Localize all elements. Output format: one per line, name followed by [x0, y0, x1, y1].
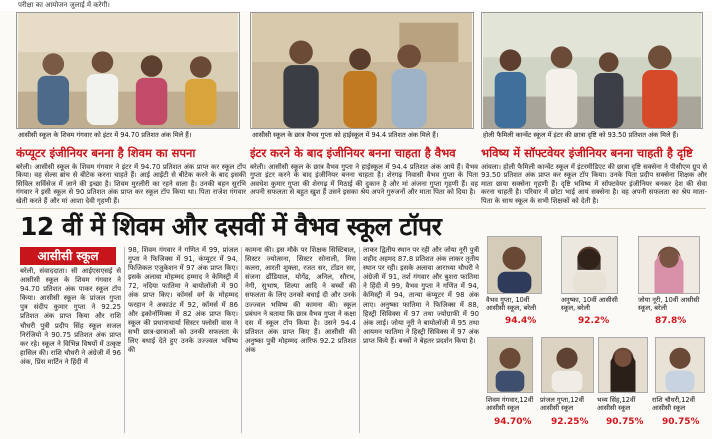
topper-caption: राशि चौधरी,12वीं आसीसी स्कूल	[652, 396, 695, 412]
story-headline: इंटर करने के बाद इंजीनियर बनना चाहता है वैभव	[250, 146, 456, 160]
topper-photo	[487, 337, 533, 393]
story-photo-vaibhav-family	[250, 12, 474, 129]
topper-photo	[561, 236, 618, 294]
school-label-box: आसीसी स्कूल	[20, 247, 116, 265]
story-photo-caption: आसीसी स्कूल के शिवम गंगवार को इंटर में 94.70 प्रतिशत अंक मिले हैं।	[18, 131, 192, 139]
main-body-column-1: बरेली, संवाददाता। सी आईएसएसई से आसीसी स्कूल के शिवम गंगवार ने 94.70 प्रतिशत अंक पाकर स्कूल टॉप किया। आसीसी स्कूल के प्रांजल गुप्ता पुत्र संदीप कुमार गुप्ता ने 92.25 प्रतिशत अंक प्राप्त किया और राशि चौधरी पुत्री प्रदीप सिंह स्कूल सजल निरंजियो ने 90.75 प्रतिशत अंक प्राप्त कर रहे। स्कूल ने विभिन्न विषयों में उत्कृष्ट हासिल की। राशि चौधरी ने अंग्रेजी में 96 अंक, प्रिंस मार्टिन ने हिंदी में	[20, 267, 121, 366]
topper-caption: वैभव गुप्ता, 10वीं आसीसी स्कूल, बरेली	[486, 296, 537, 312]
topper-caption: जोया नूरी, 10वीं आसीसी स्कूल, बरेली	[638, 296, 700, 312]
story-headline: कंप्यूटर इंजीनियर बनना है शिवम का सपना	[16, 146, 196, 160]
section-divider	[16, 208, 706, 209]
main-body-column-4: लाकर द्वितीय स्थान पर रही और जोया नूरी पुत्री शहीद अहमद 87.8 प्रतिशत अंक लाकर तृतीय स्थान पर रही। इसके अलावा आराध्या चौधरी ने अंग्रेजी में 91, तर्श गंगवार और बुशरा फातिमा ने हिंदी में 99, वैभव गुप्ता ने गणित में 94, केमिस्ट्री में 94, तान्या कंप्यूटर में 98 अंक लाए। अनुष्का फातिमा ने फिजिक्स में 88, हिस्ट्री सिविक्स में 97 तथा ज्योग्राफी में 90 अंक लाई। जोया नूरी ने बायोलॉजी में 95 तथा आयमन फातिमा ने हिस्ट्री सिविक्स में 97 अंक प्राप्त किये हैं। बच्चों ने बेहतर प्रदर्शन किया है।	[363, 246, 479, 345]
topper-caption: अनुष्का, 10वीं आसीसी स्कूल, बरेली	[561, 296, 618, 312]
story-body: आंवला। होली फैमिली कान्वेंट स्कूल में इंटरमीडिएट की छात्रा दृष्टि सक्सेना ने पीसीएम ग्रुप से 93.50 प्रतिशत अंक प्राप्त कर स्कूल टॉप किया। उनके पिता प्रदीप सक्सेना शिक्षक और माता छाया सक्सेना गृहणी हैं। दृष्टि भविष्य में सॉफ्टवेयर इंजीनियर बनकर देश की सेवा करना चाहती है। परिवार में छोटा भाई आयं सक्सेना है। वह अपनी सफलता का श्रेय माता-पिता के साथ स्कूल के सभी शिक्षकों को देती है।	[481, 163, 707, 205]
main-body-column-2: 98, शिवम गंगवार ने गणित में 99, प्रांजल गुप्ता ने फिजिक्स में 91, कंप्यूटर में 94, फिजिकल एजुकेशन में 97 अंक प्राप्त किए। इसके अलावा मोहम्मद हम्माद ने केमिस्ट्री में 72, नदिया फातिमा ने बायोलॉजी में 90 अंक प्राप्त किए। कॉमर्स वर्ग के मोहम्मद फरहान ने अकाउंट में 92, कॉमर्स में 86 और इकोनॉमिक्स में 82 अंक प्राप्त किए। स्कूल की प्रधानाचार्या सिस्टर फ्लोसी वास ने सभी छात्र-छात्राओं को उनकी सफलता के लिए बधाई देते हुए उनके उज्ज्वल भविष्य की	[128, 246, 238, 355]
topper-percentage: 94.70%	[494, 417, 532, 427]
column-divider	[359, 247, 360, 433]
topper-caption: शिवम गंगवार,12वीं आसीसी स्कूल	[486, 396, 534, 412]
topper-photo	[598, 337, 648, 393]
topper-caption: प्रांजल गुप्ता,12वीं आसीसी स्कूल	[540, 396, 584, 412]
topper-photo	[638, 236, 700, 294]
story-headline: भविष्य में सॉफ्टवेयर इंजीनियर बनना चाहती है दृष्टि	[481, 146, 693, 160]
topper-percentage: 90.75%	[662, 417, 700, 427]
story-body: बरेली। आसीसी स्कूल के शिवम गंगवार ने इंटर में 94.70 प्रतिशत अंक प्राप्त कर स्कूल टॉप किया। वह सेल्स ब्रांच से बीटेक करना चाहते हैं। आई आईटी से बीटेक करने के बाद इसकी सिविल सर्विसेज में जाने की इच्छा है। शिवम मुरलीरी का रहने वाला है। उनकी बहन सुरभि गंगवार ने इसी स्कूल से 90 प्रतिशत अंक प्राप्त कर स्कूल टॉप किया था। पिता राजेश गंगवार खेती करते हैं और मां आशा देवी गृहणी हैं।	[16, 163, 246, 205]
topper-photo	[655, 337, 705, 393]
column-divider	[241, 247, 242, 433]
column-divider	[124, 247, 125, 433]
story-photo-caption: होली फैमिली कान्वेंट स्कूल में इंटर की छात्रा दृष्टि को 93.50 प्रतिशत अंक मिले हैं।	[483, 131, 679, 139]
story-photo-caption: आसीसी स्कूल के छात्र वैभव गुप्ता को हाईस्कूल में 94.4 प्रतिशत अंक मिले हैं।	[252, 131, 439, 139]
top-strip-text: परीक्षा का आयोजन जुलाई में करेगी।	[0, 0, 712, 11]
story-body: बरेली। आसीसी स्कूल के छात्र वैभव गुप्ता ने हाईस्कूल में 94.4 प्रतिशत अंक आये हैं। वैभव गुप्ता इंटर करने के बाद इंजीनियर बनना चाहता है। शेरगढ़ निवासी वैभव गुप्ता के पिता अवधेश कुमार गुप्ता की शेरगढ़ में मिठाई की दुकान है और मां अंजना गुप्ता गृहणी हैं। वह अपनी सफलता से बहुत खुश हैं उसने इसका श्रेय अपने गुरुजनों और माता पिता को दिया है।	[250, 163, 478, 197]
topper-percentage: 87.8%	[655, 316, 687, 326]
topper-photo	[487, 236, 542, 294]
topper-percentage: 90.75%	[606, 417, 644, 427]
topper-caption: भव्य सिंह,12वीं आसीसी स्कूल	[597, 396, 636, 412]
main-headline: 12 वीं में शिवम और दसवीं में वैभव स्कूल टॉपर	[20, 212, 442, 241]
topper-percentage: 92.2%	[578, 316, 610, 326]
topper-percentage: 94.4%	[505, 316, 537, 326]
story-photo-drishti-family	[481, 12, 703, 129]
topper-photo	[541, 337, 594, 393]
main-body-column-3: कामना की। इस मौके पर शिक्षक सिस्टिबाल, सिस्टर ज्योत्सना, सिस्टर सोनाली, मिस कलरा, आरती शुक्ला, रजत सर, टॉडन सर, संजना ढौंडियाल, योगेंद्र, अनिल, सौरभ, नेगी, सुभाष, शिल्पा आदि ने बच्चों की सफलता के लिए उनको बधाई दी और उनके उज्ज्वल भविष्य की कामना की। स्कूल प्रबंधन ने बताया कि छात्र वैभव गुप्ता ने कक्षा दस में स्कूल टॉप किया है। उसने 94.4 प्रतिशत अंक प्राप्त किए हैं। आसीसी की अनुष्का पुत्री मोहम्मद आरिफ 92.2 प्रतिशत अंक	[245, 246, 356, 355]
story-photo-shivam-family	[16, 12, 240, 129]
topper-percentage: 92.25%	[551, 417, 589, 427]
